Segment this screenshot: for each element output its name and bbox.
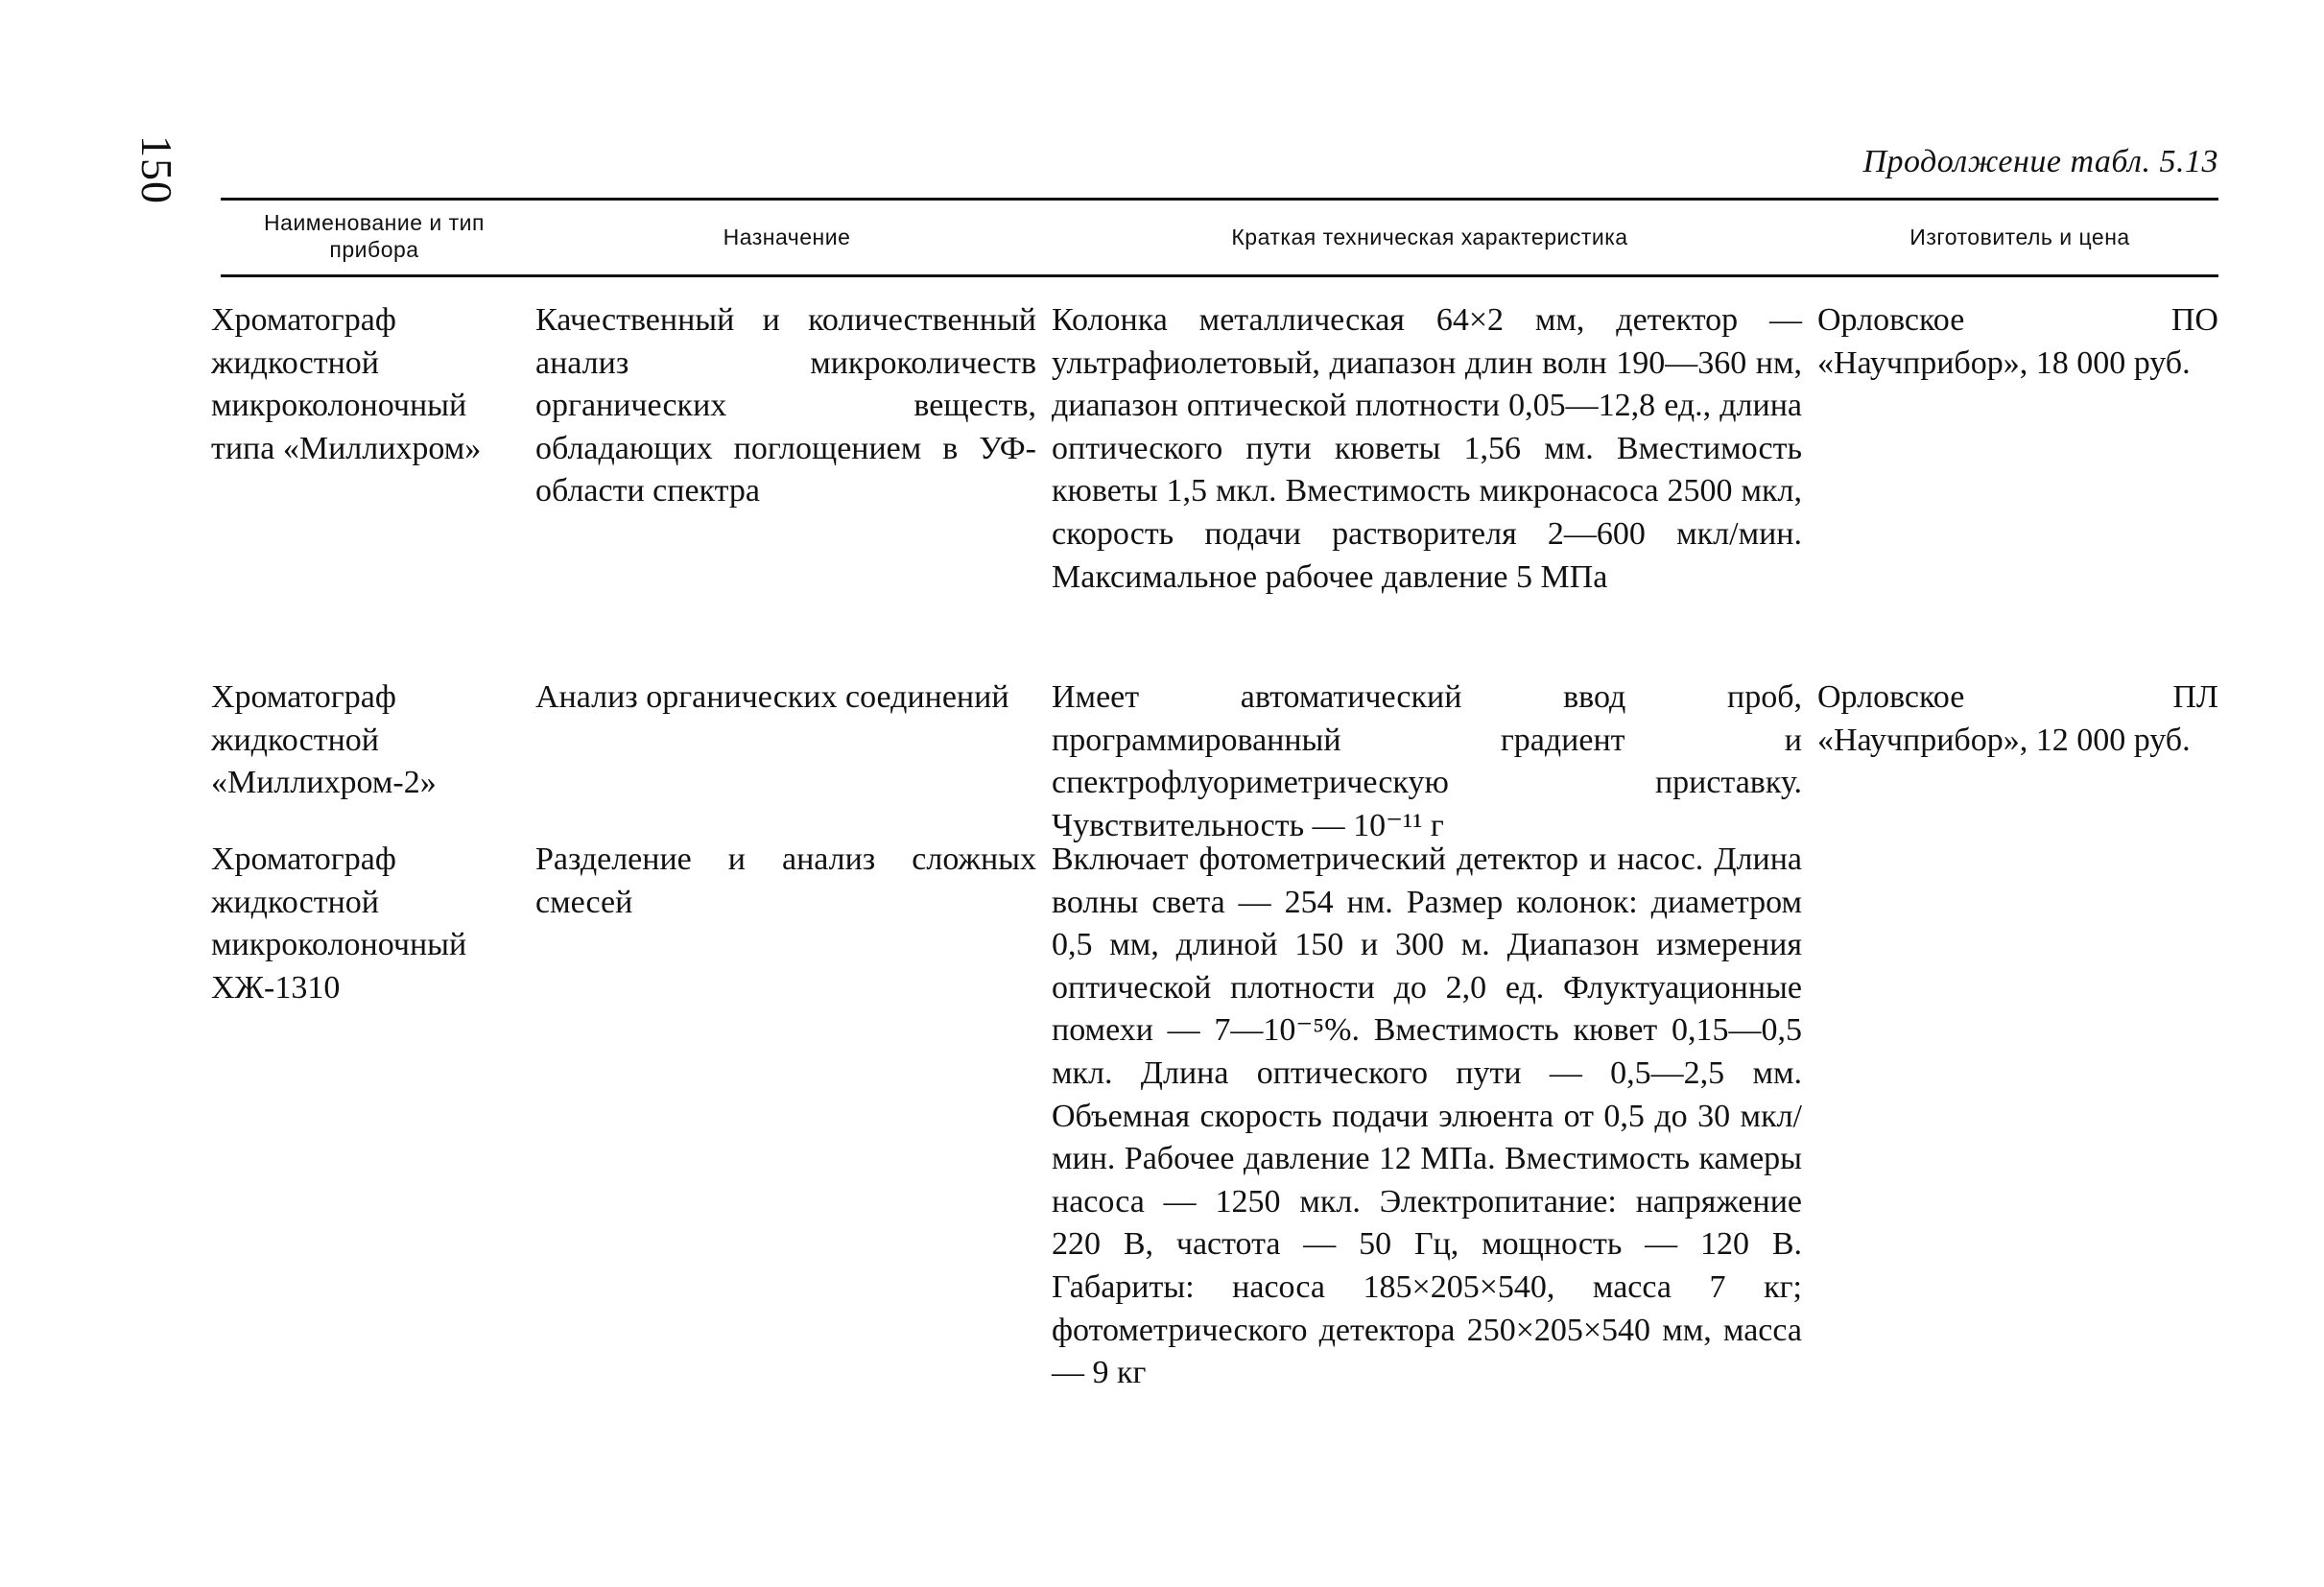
table-caption: Продолжение табл. 5.13 xyxy=(1862,144,2218,179)
row-3-name: Хроматограф жидкостной микроколоночный ХЖ-1310 xyxy=(211,841,467,1006)
row-2-maker: Орловское ПЛ «Научприбор», 12 000 руб. xyxy=(1817,679,2218,758)
page-number: 150 xyxy=(132,135,181,204)
row-2-purpose: Анализ органических соединений xyxy=(535,679,1009,715)
table-top-rule xyxy=(221,198,2218,201)
header-name: Наименование и тип прибора xyxy=(264,210,485,262)
row-1-purpose: Качественный и количественный анализ микроколичеств органических веществ, обладающих поглощением в УФ-области спектра xyxy=(535,302,1036,509)
row-1-maker: Орловское ПО «Научприбор», 18 000 руб. xyxy=(1817,302,2218,381)
row-3-purpose: Разделение и анализ сложных смесей xyxy=(535,841,1036,920)
header-specs: Краткая техническая характеристика xyxy=(1231,225,1628,249)
row-1-specs: Колонка металлическая 64×2 мм, детектор — ультрафиолетовый, диапазон длин волн 190—360 нм, диапазон оптической плотности 0,05—12,8 ед., длина оптического пути кюветы 1,56 мм. Вместимость кюветы 1,5 мкл. Вместимость микронасоса 2500 мкл, скорость подачи растворителя 2—600 мкл/мин. Максимальное рабочее давление 5 МПа xyxy=(1052,302,1802,595)
row-3-specs: Включает фотометрический детектор и насос. Длина волны света — 254 нм. Размер колонок: диаметром 0,5 мм, длиной 150 и 300 м. Диапазон измерения оптической плотности до 2,0 ед. Флуктуационные помехи — 7—10⁻⁵%. Вместимость кювет 0,15—0,5 мкл. Длина оптического пути — 0,5—2,5 мм. Объемная скорость подачи элюента от 0,5 до 30 мкл/мин. Рабочее давление 12 МПа. Вместимость камеры насоса — 1250 мкл. Электропитание: напряжение 220 В, частота — 50 Гц, мощность — 120 В. Габариты: насоса 185×205×540, масса 7 кг; фотометрического детектора 250×205×540 мм, масса — 9 кг xyxy=(1052,841,1802,1391)
table-header-rule xyxy=(221,274,2218,277)
row-1-name: Хроматограф жидкостной микроколоночный типа «Миллихром» xyxy=(211,302,482,466)
header-purpose: Назначение xyxy=(723,225,851,249)
row-2-name: Хроматограф жидкостной «Миллихром-2» xyxy=(211,679,437,801)
row-2-specs: Имеет автоматический ввод проб, программированный градиент и спектрофлуориметрическую приставку. Чувствительность — 10⁻¹¹ г xyxy=(1052,679,1802,843)
header-maker: Изготовитель и цена xyxy=(1909,225,2130,249)
